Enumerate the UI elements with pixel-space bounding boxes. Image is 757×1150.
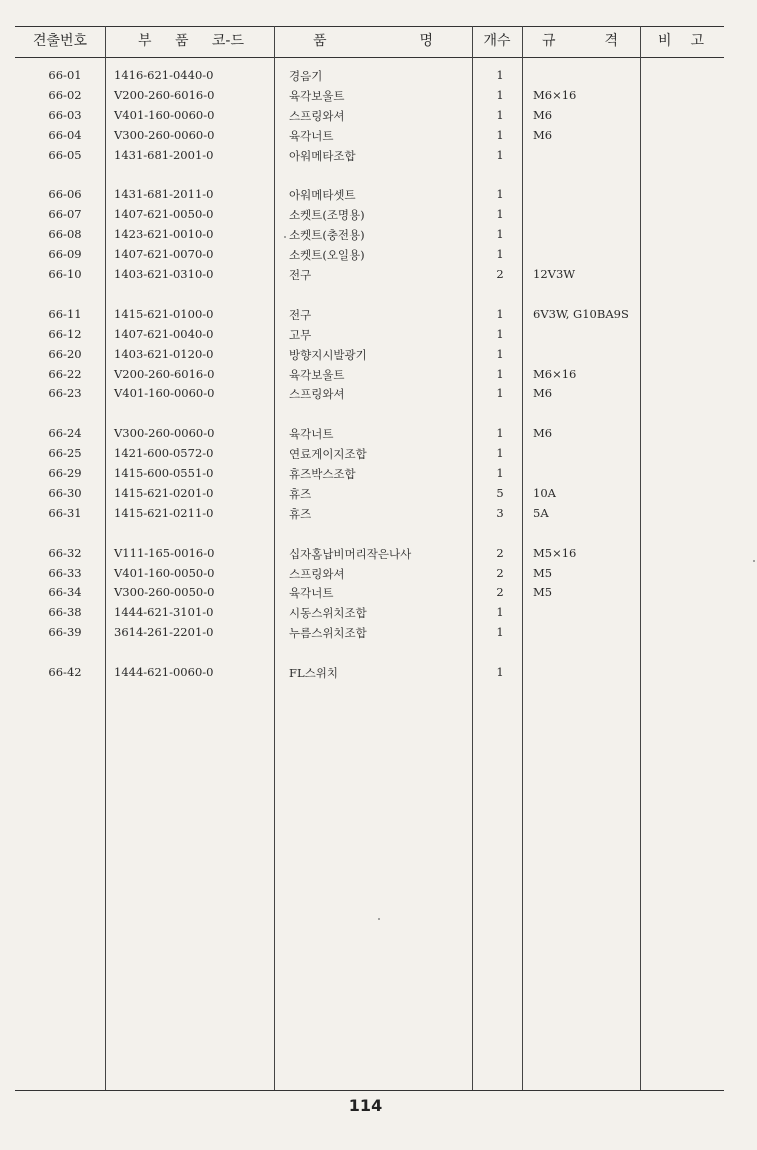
quantity-cell: 1 (496, 207, 504, 222)
item-number-cell: 66-39 (48, 625, 82, 640)
item-number-cell: 66-04 (48, 127, 82, 142)
item-number-cell: 66-09 (48, 247, 82, 262)
part-name-cell: 육각보울트 (289, 367, 345, 382)
spec-cell: 12V3W (533, 267, 576, 281)
part-name-cell: 아워메타조합 (289, 148, 356, 163)
part-name-cell: 소켓트(오일용) (289, 248, 365, 263)
part-name-cell: 스프링와셔 (289, 108, 345, 123)
quantity-cell: 1 (496, 127, 504, 142)
item-number-cell: 66-33 (48, 565, 82, 580)
quantity-cell: 1 (496, 147, 504, 162)
column-divider (105, 26, 106, 1090)
part-code-cell: V300-260-0060-0 (114, 127, 215, 142)
header-part-name-text: 명 (419, 33, 433, 49)
item-number-cell: 66-03 (48, 107, 82, 122)
spec-cell: 5A (533, 505, 549, 520)
part-code-cell: V200-260-6016-0 (114, 366, 215, 381)
part-name-cell: FL스위치 (289, 666, 338, 680)
quantity-cell: 2 (496, 585, 504, 600)
item-number-cell: 66-22 (48, 366, 82, 381)
part-name-cell: 십자홈납비머리작은나사 (289, 546, 412, 561)
scan-speck (284, 236, 286, 238)
part-name-cell: 누름스위치조합 (289, 626, 367, 641)
quantity-cell: 2 (496, 545, 504, 560)
header-note-text: 고 (690, 33, 704, 49)
quantity-cell: 1 (496, 326, 504, 341)
table-top-rule (15, 26, 724, 27)
item-number-cell: 66-30 (48, 485, 82, 500)
header-spec-text: 격 (604, 33, 618, 49)
quantity-cell: 5 (496, 485, 504, 500)
part-name-cell: 경음기 (289, 69, 323, 83)
item-number-cell: 66-25 (48, 446, 82, 461)
part-code-cell: 1415-621-0100-0 (114, 306, 214, 321)
item-number-cell: 66-42 (48, 665, 82, 679)
quantity-cell: 1 (496, 107, 504, 122)
spec-cell: M6×16 (533, 87, 577, 102)
part-code-cell: 1431-681-2011-0 (114, 187, 214, 202)
header-quantity (474, 30, 520, 54)
part-name-cell: 휴즈박스조합 (289, 467, 356, 481)
part-code-cell: 1415-621-0201-0 (114, 485, 214, 500)
spec-cell: M5 (533, 565, 553, 580)
quantity-cell: 1 (496, 466, 504, 480)
table-bottom-rule (15, 1090, 724, 1091)
item-number-cell: 66-31 (48, 505, 82, 520)
quantity-cell: 1 (496, 227, 504, 242)
header-part-name (313, 30, 433, 54)
part-name-cell: 육각너트 (289, 586, 334, 601)
quantity-cell: 2 (496, 565, 504, 580)
item-number-cell: 66-32 (48, 545, 82, 560)
header-quantity-text: 개수 (483, 33, 511, 49)
header-note (658, 30, 704, 54)
item-number-cell: 66-07 (48, 207, 82, 222)
part-name-cell: 소켓트(조명용) (289, 208, 365, 223)
part-name-cell: 연료게이지조합 (289, 447, 367, 462)
spec-cell: M6 (533, 127, 553, 142)
quantity-cell: 1 (496, 605, 504, 620)
header-part-code-text: 품 (174, 33, 189, 49)
part-name-cell: 스프링와셔 (289, 566, 345, 581)
part-code-cell: 1431-681-2001-0 (114, 147, 214, 162)
part-code-cell: V401-160-0060-0 (114, 386, 215, 401)
part-name-cell: 시동스위치조합 (289, 606, 367, 621)
part-code-cell: 1403-621-0120-0 (114, 346, 214, 361)
item-number-cell: 66-23 (48, 386, 82, 401)
spec-cell: M6 (533, 386, 553, 401)
spec-cell: M6 (533, 426, 553, 441)
item-number-cell: 66-06 (48, 187, 82, 202)
column-divider (640, 26, 641, 1090)
quantity-cell: 1 (496, 87, 504, 102)
part-code-cell: 1407-621-0070-0 (114, 247, 214, 262)
part-code-cell: 1415-600-0551-0 (114, 466, 214, 480)
item-number-cell: 66-11 (48, 306, 82, 321)
item-number-cell: 66-12 (48, 326, 82, 341)
item-number-cell: 66-02 (48, 87, 82, 102)
item-number-cell: 66-05 (48, 147, 82, 162)
scan-speck (753, 560, 755, 562)
column-divider (522, 26, 523, 1090)
header-item-number-text: 견출번호 (32, 33, 88, 49)
part-code-cell: 1403-621-0310-0 (114, 267, 214, 281)
part-code-cell: 1444-621-3101-0 (114, 605, 214, 620)
part-name-cell: 전구 (289, 307, 312, 322)
part-code-cell: V111-165-0016-0 (114, 545, 215, 560)
column-divider (472, 26, 473, 1090)
part-code-cell: 1416-621-0440-0 (114, 68, 214, 82)
part-name-cell: 휴즈 (289, 486, 312, 501)
spec-cell: M6 (533, 107, 553, 122)
item-number-cell: 66-29 (48, 466, 82, 480)
quantity-cell: 1 (496, 68, 504, 82)
part-name-cell: 휴즈 (289, 506, 312, 521)
quantity-cell: 1 (496, 247, 504, 262)
part-code-cell: 3614-261-2201-0 (114, 625, 214, 640)
header-part-code-text: 코-드 (211, 33, 244, 49)
item-number-cell: 66-08 (48, 227, 82, 242)
part-name-cell: 고무 (289, 327, 312, 342)
quantity-cell: 1 (496, 446, 504, 461)
part-name-cell: 육각너트 (289, 128, 334, 143)
part-name-cell: 소켓트(충전용) (289, 228, 365, 243)
item-number-cell: 66-34 (48, 585, 82, 600)
part-code-cell: V300-260-0050-0 (114, 585, 215, 600)
quantity-cell: 1 (496, 366, 504, 381)
quantity-cell: 1 (496, 625, 504, 640)
part-name-cell: 육각너트 (289, 427, 334, 442)
quantity-cell: 1 (496, 187, 504, 202)
part-name-cell: 방향지시발광기 (289, 347, 367, 362)
header-part-name-text: 품 (313, 33, 327, 49)
spec-cell: 6V3W, G10BA9S (533, 306, 629, 321)
part-code-cell: V300-260-0060-0 (114, 426, 215, 441)
part-code-cell: 1444-621-0060-0 (114, 665, 214, 679)
item-number-cell: 66-01 (48, 68, 82, 82)
quantity-cell: 1 (496, 306, 504, 321)
header-bottom-rule (15, 57, 724, 58)
part-name-cell: 전구 (289, 268, 312, 282)
quantity-cell: 3 (496, 505, 504, 520)
part-name-cell: 육각보울트 (289, 88, 345, 103)
item-number-cell: 66-10 (48, 267, 82, 281)
header-note-text: 비 (658, 33, 672, 49)
header-spec-text: 규 (542, 33, 556, 49)
item-number-cell: 66-38 (48, 605, 82, 620)
spec-cell: M6×16 (533, 366, 577, 381)
spec-cell: M5×16 (533, 545, 577, 560)
part-code-cell: 1421-600-0572-0 (114, 446, 214, 461)
quantity-cell: 1 (496, 346, 504, 361)
quantity-cell: 1 (496, 386, 504, 401)
item-number-cell: 66-24 (48, 426, 82, 441)
spec-cell: M5 (533, 585, 553, 600)
header-part-code-text: 부 (138, 33, 152, 49)
part-code-cell: V401-160-0060-0 (114, 107, 215, 122)
header-item-number (18, 30, 102, 54)
column-divider (274, 26, 275, 1090)
header-part-code (138, 30, 244, 54)
header-spec (542, 30, 618, 54)
part-code-cell: 1407-621-0050-0 (114, 207, 214, 222)
page-number: 114 (348, 1096, 383, 1115)
quantity-cell: 1 (496, 665, 504, 679)
scan-speck (378, 918, 380, 920)
part-name-cell: 스프링와셔 (289, 387, 345, 402)
spec-cell: 10A (533, 485, 556, 500)
part-code-cell: V401-160-0050-0 (114, 565, 215, 580)
part-name-cell: 아워메타셋트 (289, 188, 356, 203)
quantity-cell: 1 (496, 426, 504, 441)
part-code-cell: 1407-621-0040-0 (114, 326, 214, 341)
part-code-cell: V200-260-6016-0 (114, 87, 215, 102)
part-code-cell: 1423-621-0010-0 (114, 227, 214, 242)
item-number-cell: 66-20 (48, 346, 82, 361)
part-code-cell: 1415-621-0211-0 (114, 505, 214, 520)
quantity-cell: 2 (496, 267, 504, 281)
